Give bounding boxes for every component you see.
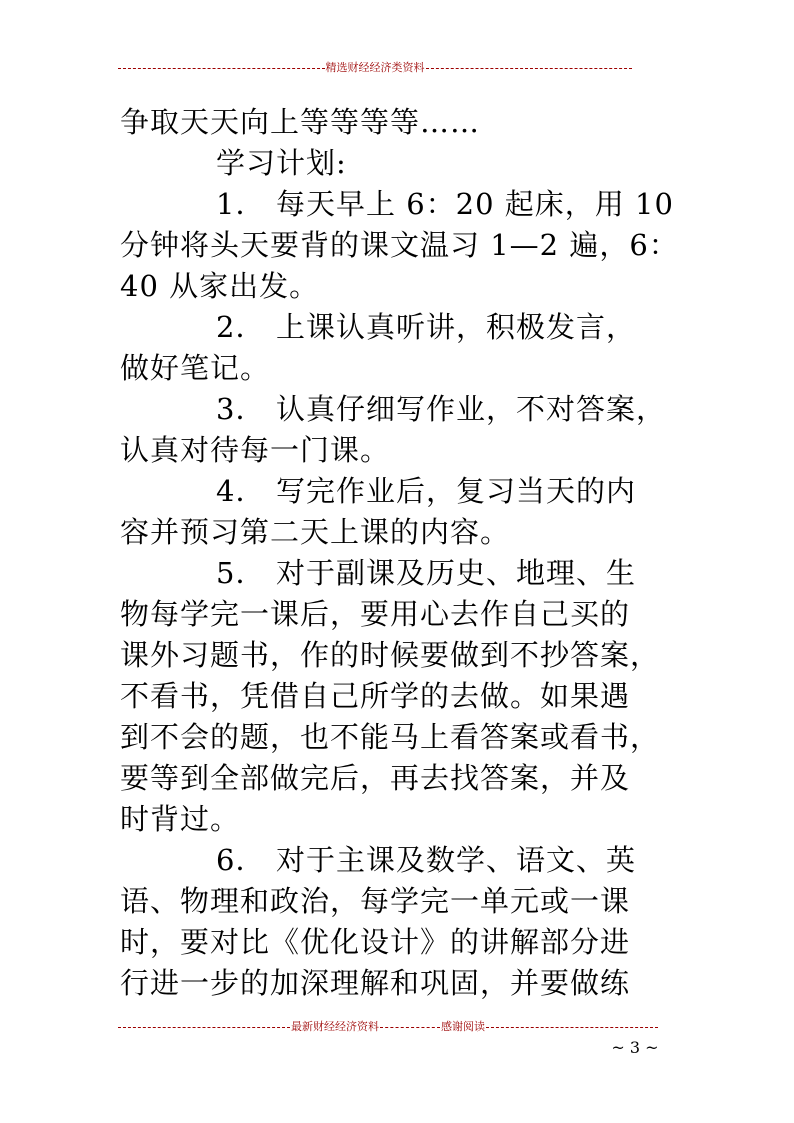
page-footer: [118, 1019, 658, 1035]
header-rule-left: [118, 68, 325, 69]
item-3-text-0: 认真仔细写作业，不对答案，: [276, 392, 667, 426]
item-5-first-line: [120, 553, 680, 594]
body-text: [120, 102, 680, 1004]
item-5-number: 5．: [216, 556, 266, 590]
page-number: ~ 3 ~: [611, 1038, 659, 1057]
item-6-text-0: 对于主课及数学、语文、英: [276, 843, 637, 877]
item-1-text-2: 40 从家出发。: [120, 269, 320, 303]
item-5-text-0: 对于副课及历史、地理、生: [276, 556, 637, 590]
item-5-text-1: 物每学完一课后，要用心去作自己买的: [120, 597, 631, 631]
item-4-text-1: 容并预习第二天上课的内容。: [120, 515, 511, 549]
header-label: 精选财经经济类资料: [325, 61, 425, 74]
item-1-text-1: 分钟将头天要背的课文温习 1—2 遍，6：: [120, 228, 679, 262]
item-6-number: 6．: [216, 843, 266, 877]
item-5-text-2: 课外习题书，作的时候要做到不抄答案，: [120, 638, 661, 672]
footer-rule-right: [486, 1027, 658, 1028]
intro-line: 争取天天向上等等等等……: [120, 105, 481, 139]
item-6-first-line: [120, 840, 680, 881]
item-4-first-line: [120, 471, 680, 512]
item-2-first-line: [120, 307, 680, 348]
item-4-number: 4．: [216, 474, 266, 508]
item-2-text-0: 上课认真听讲，积极发言，: [276, 310, 637, 344]
item-5-text-4: 到不会的题，也不能马上看答案或看书，: [120, 720, 661, 754]
item-1-number: 1．: [216, 187, 266, 221]
footer-rule-middle: [380, 1027, 440, 1028]
item-5-text-3: 不看书，凭借自己所学的去做。如果遇: [120, 679, 631, 713]
footer-label-left: 最新财经经济资料: [291, 1020, 379, 1033]
item-3-text-1: 认真对待每一门课。: [120, 433, 391, 467]
item-6-text-1: 语、物理和政治，每学完一单元或一课: [120, 884, 631, 918]
item-4-text-0: 写完作业后，复习当天的内: [276, 474, 637, 508]
item-6-text-2: 时，要对比《优化设计》的讲解部分进: [120, 925, 631, 959]
footer-label-right: 感谢阅读: [441, 1020, 485, 1033]
header-rule-right: [426, 68, 633, 69]
item-5-text-5: 要等到全部做完后，再去找答案，并及: [120, 761, 631, 795]
item-3-first-line: [120, 389, 680, 430]
item-5-text-6: 时背过。: [120, 802, 241, 836]
item-3-number: 3．: [216, 392, 266, 426]
page-header: [118, 60, 632, 76]
item-6-text-3: 行进一步的加深理解和巩固，并要做练: [120, 966, 631, 1000]
item-2-text-1: 做好笔记。: [120, 351, 271, 385]
item-2-number: 2．: [216, 310, 266, 344]
item-1-first-line: [120, 184, 680, 225]
footer-rule-left: [118, 1027, 290, 1028]
item-1-text-0: 每天早上 6：20 起床，用 10: [276, 187, 674, 221]
section-title: 学习计划:: [216, 146, 347, 180]
